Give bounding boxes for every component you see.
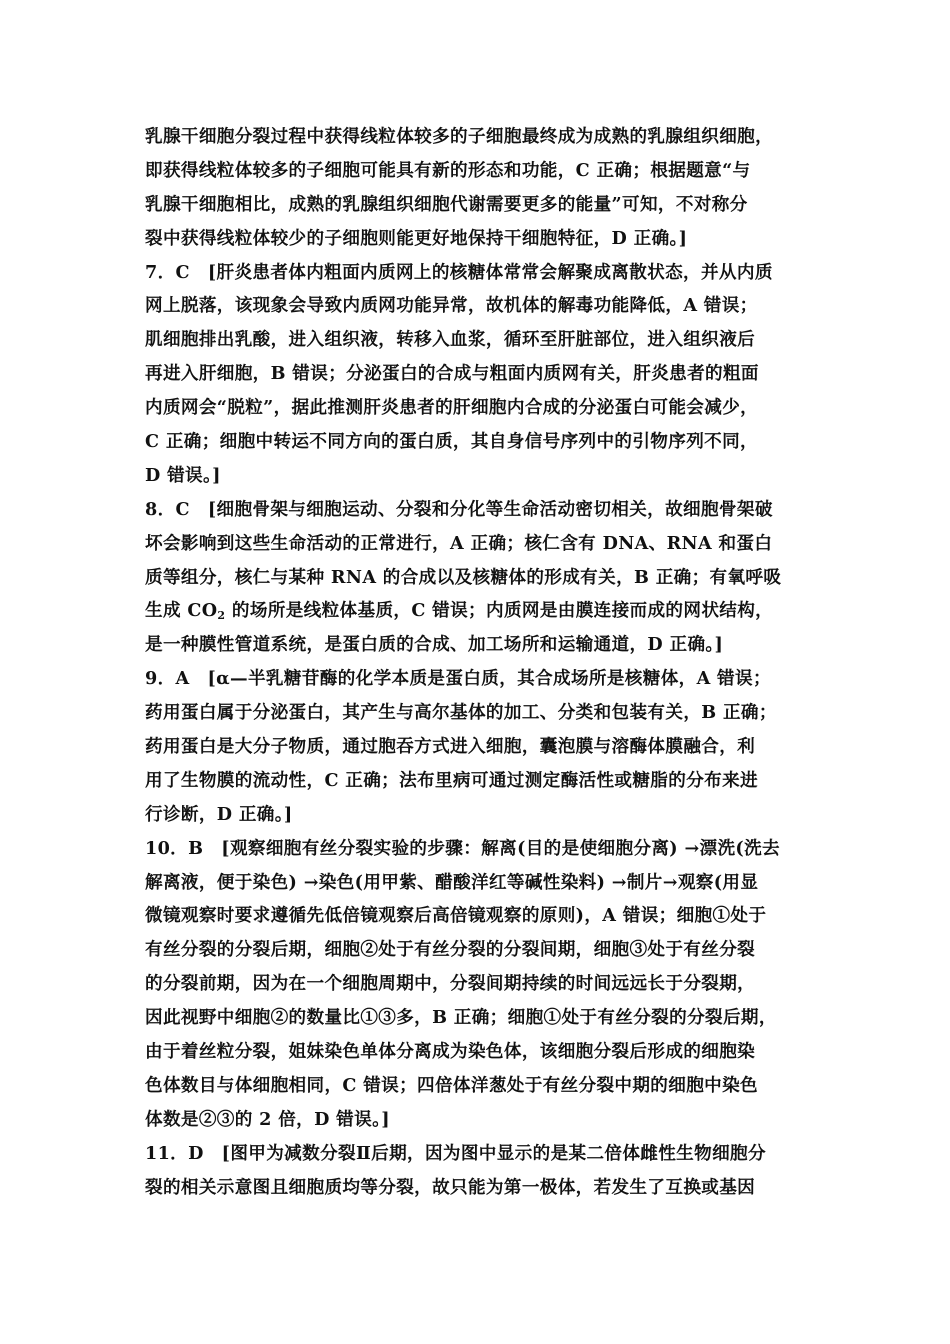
text-line: 乳腺干细胞相比，成熟的乳腺组织细胞代谢需要更多的能量”可知，不对称分 [145, 193, 748, 215]
text-line: 坏会影响到这些生命活动的正常进行，A 正确；核仁含有 DNA、RNA 和蛋白 [145, 532, 773, 554]
co2-subscript: 2 [217, 609, 226, 623]
text-line: 内质网会“脱粒”，据此推测肝炎患者的肝细胞内合成的分泌蛋白可能会减少， [145, 397, 759, 419]
text-line: 裂中获得线粒体较少的子细胞则能更好地保持干细胞特征，D 正确。] [145, 227, 688, 249]
text-line: 由于着丝粒分裂，姐妹染色单体分离成为染色体，该细胞分裂后形成的细胞染 [145, 1041, 756, 1063]
text-line: D 错误。] [145, 464, 221, 486]
text-line: 的分裂前期，因为在一个细胞周期中，分裂间期持续的时间远远长于分裂期， [145, 973, 756, 995]
text-line: 裂的相关示意图且细胞质均等分裂，故只能为第一极体，若发生了互换或基因 [145, 1176, 756, 1198]
answer-7-line: 7．C [肝炎患者体内粗面内质网上的核糖体常常会解聚成离散状态，并从内质 [145, 261, 773, 283]
answer-8-line: 8．C [细胞骨架与细胞运动、分裂和分化等生命活动密切相关，故细胞骨架破 [145, 498, 773, 520]
text-line: 因此视野中细胞②的数量比①③多，B 正确；细胞①处于有丝分裂的分裂后期， [145, 1007, 777, 1029]
text-line: 是一种膜性管道系统，是蛋白质的合成、加工场所和运输通道，D 正确。] [145, 634, 724, 656]
co2-line [145, 594, 817, 628]
text-line: 药用蛋白属于分泌蛋白，其产生与高尔基体的加工、分类和包装有关，B 正确； [145, 702, 777, 724]
text-line: 用了生物膜的流动性，C 正确；法布里病可通过测定酶活性或糖脂的分布来进 [145, 769, 758, 791]
text-line: 色体数目与体细胞相同，C 错误；四倍体洋葱处于有丝分裂中期的细胞中染色 [145, 1074, 758, 1096]
text-line: 再进入肝细胞，B 错误；分泌蛋白的合成与粗面内质网有关，肝炎患者的粗面 [145, 363, 759, 385]
text-line: 质等组分，核仁与某种 RNA 的合成以及核糖体的形成有关，B 正确；有氧呼吸 [145, 566, 782, 588]
text-line: 即获得线粒体较多的子细胞可能具有新的形态和功能，C 正确；根据题意“与 [145, 159, 751, 181]
text-line: 体数是②③的 2 倍，D 错误。] [145, 1108, 390, 1130]
co2-text: 生成 CO [145, 600, 218, 622]
answer-11-line: 11．D [图甲为减数分裂Ⅱ后期，因为图中显示的是某二倍体雌性生物细胞分 [145, 1142, 766, 1164]
text-line: 解离液，便于染色) →染色(用甲紫、醋酸洋红等碱性染料) →制片→观察(用显 [145, 871, 759, 893]
text-line: C 正确；细胞中转运不同方向的蛋白质，其自身信号序列中的引物序列不同， [145, 431, 758, 453]
text-line: 肌细胞排出乳酸，进入组织液，转移入血浆，循环至肝脏部位，进入组织液后 [145, 329, 756, 351]
answer-10-line: 10．B [观察细胞有丝分裂实验的步骤：解离(目的是使细胞分离) →漂洗(洗去 [145, 837, 780, 859]
text-line: 行诊断，D 正确。] [145, 803, 293, 825]
text-line: 网上脱落，该现象会导致内质网功能异常，故机体的解毒功能降低，A 错误； [145, 295, 758, 317]
answer-9-line: 9．A [α—半乳糖苷酶的化学本质是蛋白质，其合成场所是核糖体，A 错误； [145, 668, 771, 690]
text-line: 微镜观察时要求遵循先低倍镜观察后高倍镜观察的原则)，A 错误；细胞①处于 [145, 905, 767, 927]
text-line: 乳腺干细胞分裂过程中获得线粒体较多的子细胞最终成为成熟的乳腺组织细胞， [145, 126, 774, 147]
co2-line-tail: 的场所是线粒体基质，C 错误；内质网是由膜连接而成的网状结构， [225, 600, 774, 622]
text-line: 有丝分裂的分裂后期，细胞②处于有丝分裂的分裂间期，细胞③处于有丝分裂 [145, 939, 756, 961]
text-line: 药用蛋白是大分子物质，通过胞吞方式进入细胞，囊泡膜与溶酶体膜融合，利 [145, 736, 756, 758]
answer-explanations [145, 120, 817, 1205]
